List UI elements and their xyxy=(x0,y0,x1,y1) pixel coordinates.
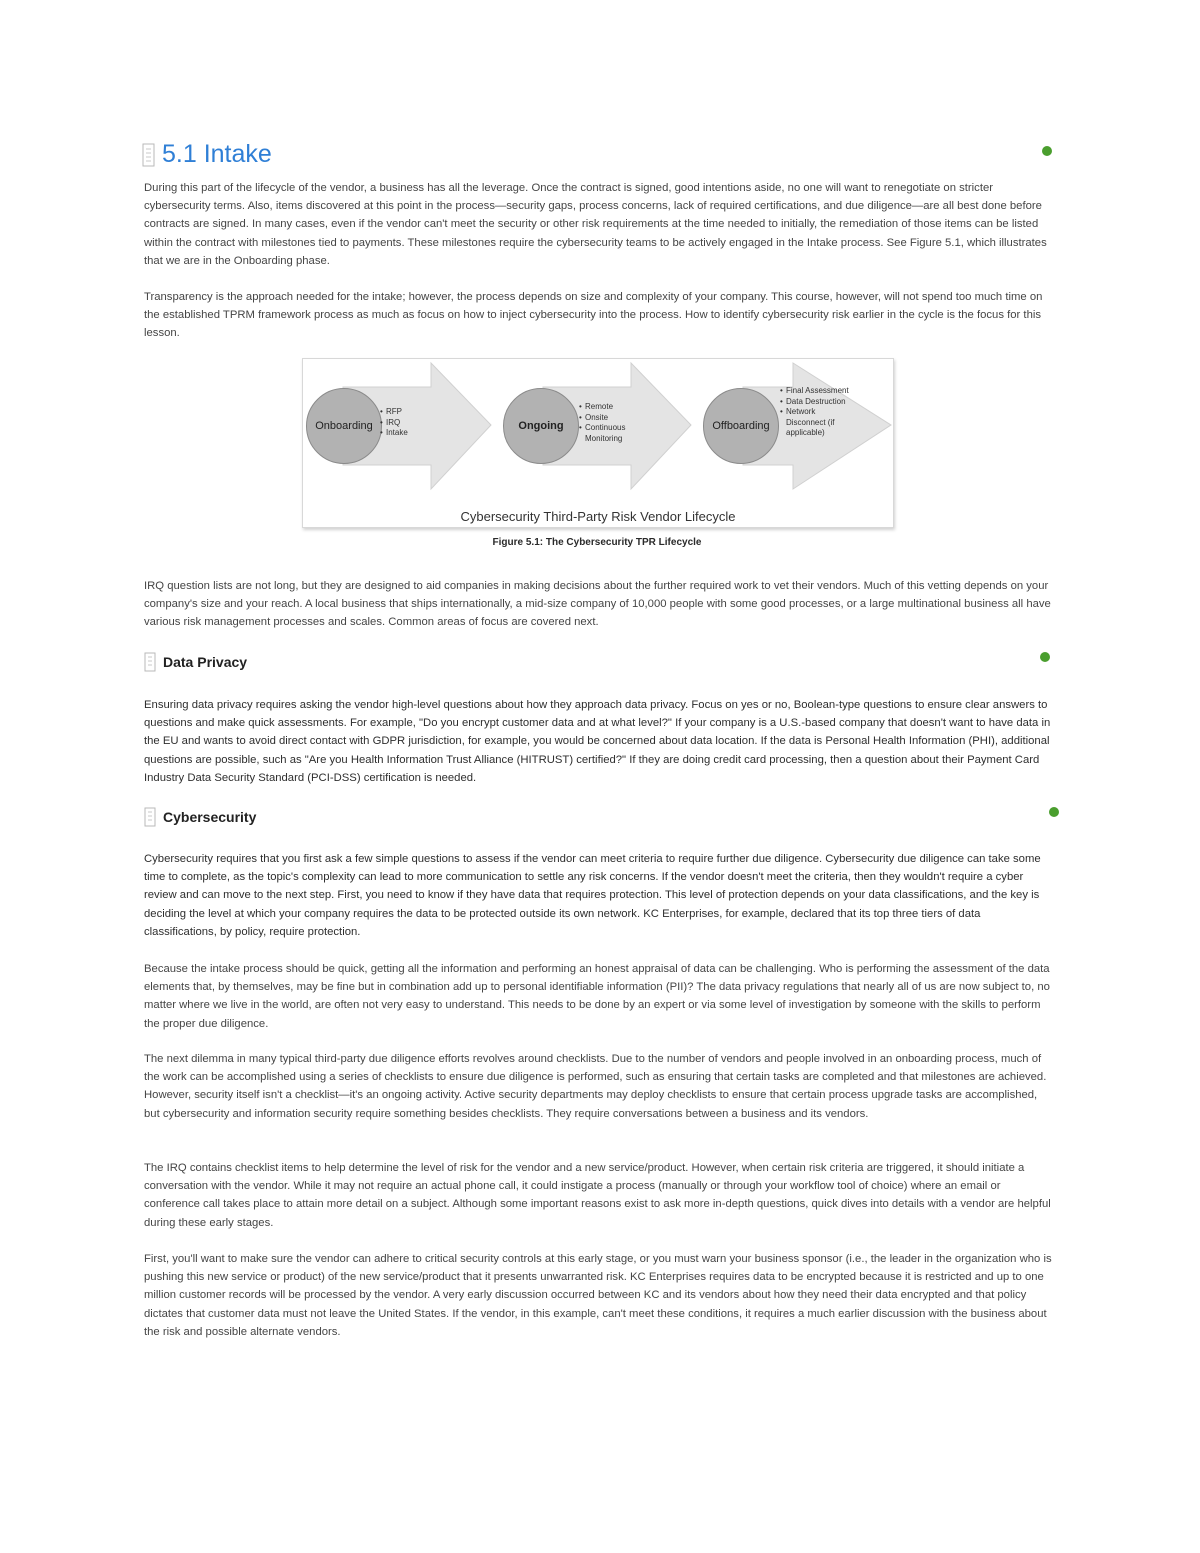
stage-list-ongoing xyxy=(579,402,641,444)
intro-paragraph-1: During this part of the lifecycle of the vendor, a business has all the leverage. Once the contract is signed, good intentions aside, no one will want to renegotiate on stricter cybersecurity terms. Also, items discovered at this point in the process—security gaps, process concerns, lack of required certifications, and due diligence—are all best done before contracts are signed. In many cases, even if the vendor can't meet the security or other risk requirements at the time needed to initially, the remediation of those items can be listed within the contract with milestones tied to payments. These milestones require the cybersecurity teams to be actively engaged in the Intake process. See Figure 5.1, which illustrates that we are in the Onboarding phase. xyxy=(144,182,1047,267)
data-privacy-title: Data Privacy xyxy=(163,654,248,670)
status-dot-icon[interactable] xyxy=(1049,807,1059,817)
list-item: • Network Disconnect (if applicable) xyxy=(780,407,850,439)
bookmark-icon[interactable] xyxy=(144,807,156,827)
cybersecurity-paragraph-5: First, you'll want to make sure the vendor can adhere to critical security controls at this early stage, or you must warn your business sponsor (i.e., the leader in the organization who is pushing this new service or product) of the new service/product that it presents unwarranted risk. KC Enterprises requires data to be encrypted because it is restricted and up to one million customer records will be processed by the vendor. A very early discussion occurred between KC and its vendors about how they need their data encrypted and that policy dictates that customer data must not leave the United States. If the vendor, in this example, can't meet these conditions, it requires a much earlier discussion with the business about the risk and possible alternate vendors. xyxy=(144,1253,1052,1338)
section-heading xyxy=(142,140,272,169)
figure-caption: Figure 5.1: The Cybersecurity TPR Lifecycle xyxy=(492,537,702,548)
bookmark-icon[interactable] xyxy=(142,143,155,167)
list-item: • Data Destruction xyxy=(780,397,850,408)
stage-circle-offboarding: Offboarding xyxy=(703,388,779,464)
cybersecurity-paragraph-1: Cybersecurity requires that you first ask a few simple questions to assess if the vendor can meet criteria to require further due diligence. Cybersecurity due diligence can take some time to complete, as the topic's complexity can lead to more communication to settle any risk concerns. If the vendor doesn't meet the criteria, then they wouldn't require a cyber review and can move to the next step. First, you need to know if they have data that requires protection. This level of protection depends on your data classifications, and the key is deciding the level at which your company requires the data to be protected outside its own network. KC Enterprises, for example, declared that its top three tiers of data classifications, by policy, require protection. xyxy=(144,853,1041,938)
list-item: • Intake xyxy=(380,428,408,439)
lifecycle-figure xyxy=(302,358,894,528)
stage-circle-onboarding: Onboarding xyxy=(306,388,382,464)
status-dot-icon[interactable] xyxy=(1042,146,1052,156)
cybersecurity-paragraph-3: The next dilemma in many typical third-party due diligence efforts revolves around checklists. Due to the number of vendors and people involved in an onboarding process, much of the work can be accomplished using a series of checklists to ensure due diligence is performed, such as ensuring that certain tasks are completed and that milestones are achieved. However, security itself isn't a checklist—it's an ongoing activity. Active security departments may deploy checklists to ensure that certain process upgrade tasks are accomplished, but cybersecurity and information security require something besides checklists. They require conversations between a business and its vendors. xyxy=(144,1053,1047,1120)
stage-circle-ongoing: Ongoing xyxy=(503,388,579,464)
section-title: 5.1 Intake xyxy=(162,140,272,168)
figure-title: Cybersecurity Third-Party Risk Vendor Lifecycle xyxy=(460,509,736,524)
data-privacy-paragraph: Ensuring data privacy requires asking the vendor high-level questions about how they approach data privacy. Focus on yes or no, Boolean-type questions to ensure clear answers to questions and make quick assessments. For example, "Do you encrypt customer data and at what level?" If your company is a U.S.-based company that doesn't want to have data in the EU and wants to avoid direct contact with GDPR jurisdiction, for example, you would be concerned about data location. If the data is Personal Health Information (PHI), additional questions are possible, such as "Are you Health Information Trust Alliance (HITRUST) certified?" If they are doing credit card processing, then a question about their Payment Card Industry Data Security Standard (PCI-DSS) certification is needed. xyxy=(144,699,1051,784)
list-item: • IRQ xyxy=(380,418,408,429)
after-figure-paragraph: IRQ question lists are not long, but they are designed to aid companies in making decisions about the further required work to vet their vendors. Much of this vetting depends on your company's size and your reach. A local business that ships internationally, a mid-size company of 10,000 people with some good processes, or a large multinational business all have various risk management processes and scales. Common areas of focus are covered next. xyxy=(144,580,1051,629)
cybersecurity-title: Cybersecurity xyxy=(163,809,257,825)
list-item: • Onsite xyxy=(579,413,641,424)
list-item: • Final Assessment xyxy=(780,386,850,397)
list-item: • RFP xyxy=(380,407,408,418)
cybersecurity-paragraph-4: The IRQ contains checklist items to help determine the level of risk for the vendor and a new service/product. However, when certain risk criteria are triggered, it should initiate a conversation with the vendor. While it may not require an actual phone call, it could instigate a process (manually or through your workflow tool of choice) where an email or conference call takes place to attain more detail on a subject. Although some important reasons exist to ask more in-depth questions, quick dives into details with a vendor are helpful during these early stages. xyxy=(144,1162,1051,1229)
cybersecurity-heading xyxy=(144,807,256,827)
stage-list-onboarding xyxy=(380,407,408,439)
data-privacy-heading xyxy=(144,652,247,672)
list-item: • Remote xyxy=(579,402,641,413)
stage-list-offboarding xyxy=(780,386,850,439)
cybersecurity-paragraph-2: Because the intake process should be quick, getting all the information and performing an honest appraisal of data can be challenging. Who is performing the assessment of the data elements that, by themselves, may be fine but in combination add up to personal identifiable information (PII)? The data privacy regulations that nearly all of us are now subject to, no matter where we live in the world, are often not very easy to understand. This needs to be done by an expert or via some level of investigation by someone with the skills to perform the proper due diligence. xyxy=(144,963,1050,1030)
list-item: • Continuous Monitoring xyxy=(579,423,641,444)
intro-paragraph-2: Transparency is the approach needed for the intake; however, the process depends on size and complexity of your company. This course, however, will not spend too much time on the established TPRM framework process as much as focus on how to inject cybersecurity into the process. How to identify cybersecurity risk earlier in the cycle is the focus for this lesson. xyxy=(144,291,1043,340)
bookmark-icon[interactable] xyxy=(144,652,156,672)
status-dot-icon[interactable] xyxy=(1040,652,1050,662)
